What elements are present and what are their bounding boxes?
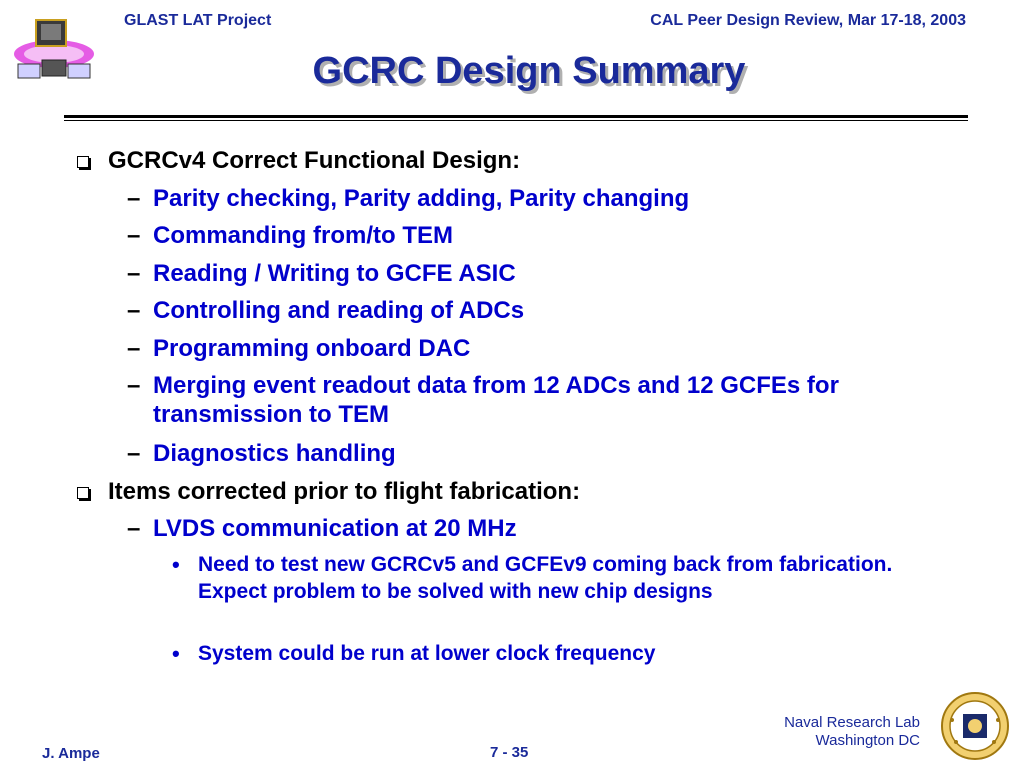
dash-marker: – [127,515,141,542]
footer-org [784,714,920,750]
title-rule-thin [64,120,968,121]
dash-marker: – [127,335,141,362]
header-project: GLAST LAT Project [124,12,272,29]
slide-title: GCRC Design Summary [312,50,746,92]
section-2-bullet [77,487,89,499]
footer-page-number: 7 - 35 [490,744,529,761]
dash-marker: – [127,440,141,467]
list-item: Commanding from/to TEM [153,222,453,249]
list-item: Parity checking, Parity adding, Parity changing [153,185,690,212]
sub-list-item: System could be run at lower clock frequency [198,642,656,665]
dot-marker: • [172,552,180,577]
dash-marker: – [127,260,141,287]
sub-list-item: Need to test new GCRCv5 and GCFEv9 coming back from fabrication. Expect problem to be solved with new chip designs [198,553,893,603]
list-item: Programming onboard DAC [153,335,471,362]
dot-marker: • [172,641,180,666]
title-rule-thick [64,115,968,118]
list-item: LVDS communication at 20 MHz [153,515,517,542]
nrl-seal-icon [936,690,1014,762]
list-item: Merging event readout data from 12 ADCs and 12 GCFEs for transmission to TEM [153,372,839,428]
dash-marker: – [127,297,141,324]
dash-marker: – [127,222,141,249]
footer-org-line1: Naval Research Lab [784,714,920,731]
footer-org-line2: Washington DC [815,732,920,749]
section-1-heading: GCRCv4 Correct Functional Design: [108,147,521,174]
list-item: Diagnostics handling [153,440,396,467]
list-item: Controlling and reading of ADCs [153,297,525,324]
header-event: CAL Peer Design Review, Mar 17-18, 2003 [650,12,966,29]
section-1-bullet [77,156,89,168]
footer-author: J. Ampe [42,745,100,762]
section-2-heading: Items corrected prior to flight fabrication: [108,478,581,505]
dash-marker: – [127,372,141,399]
dash-marker: – [127,185,141,212]
list-item: Reading / Writing to GCFE ASIC [153,260,516,287]
